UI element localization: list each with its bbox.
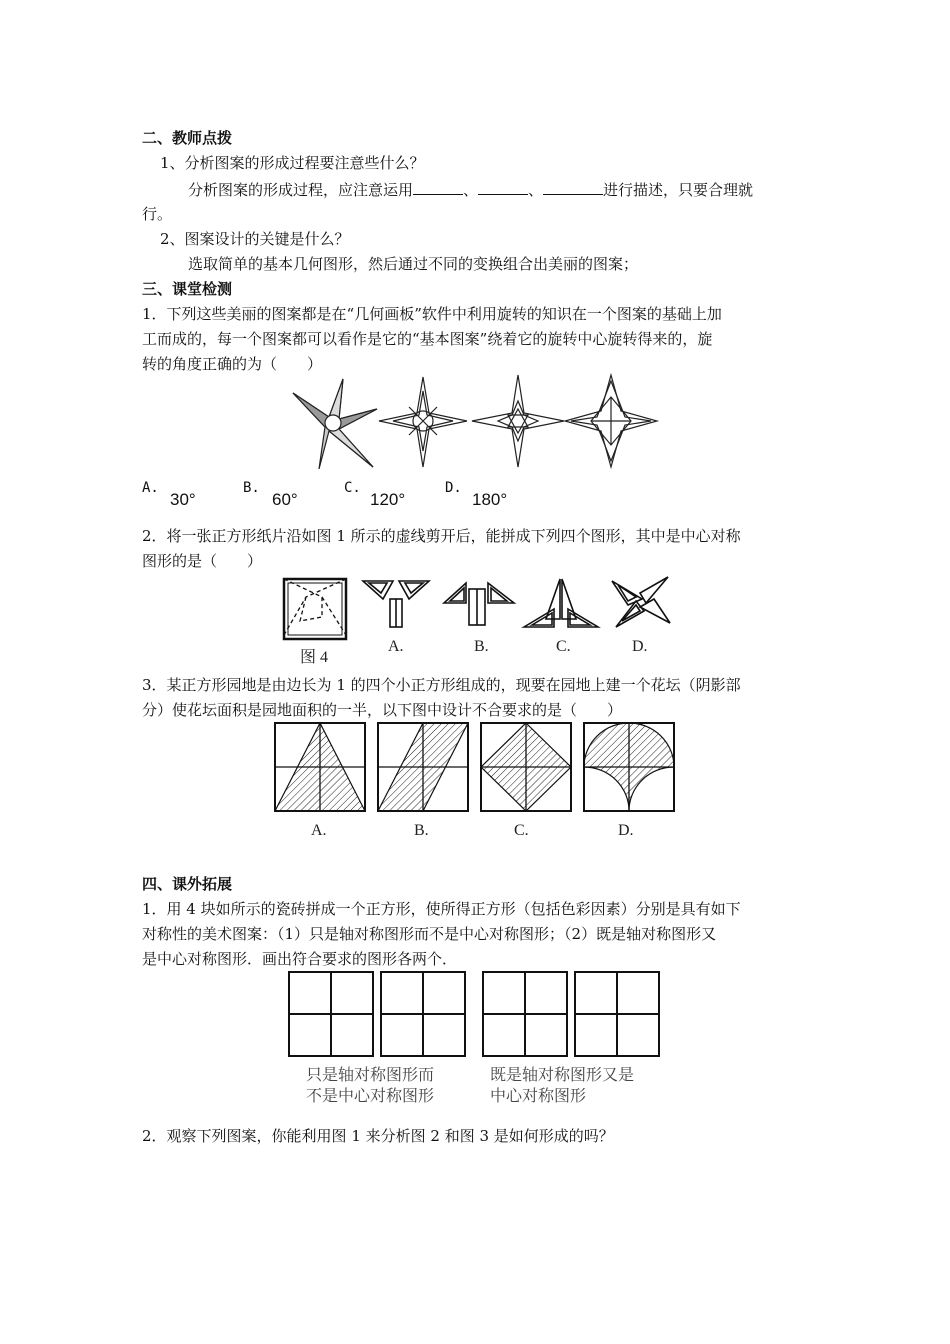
rotation-star-figures: [288, 373, 660, 473]
option-b-value: 60°: [272, 490, 298, 509]
question-1: 1、分析图案的形成过程要注意些什么？: [160, 154, 425, 172]
option-a-letter: A.: [142, 480, 159, 496]
grid-4: [575, 972, 659, 1056]
empty-tile-grids: [286, 968, 662, 1060]
extension-1-line-3: 是中心对称图形．画出符合要求的图形各两个．: [142, 950, 458, 968]
answer-1-text: 分析图案的形成过程，应注意运用: [188, 181, 414, 199]
separator: 、: [528, 181, 544, 199]
garden-option-b: [378, 723, 468, 811]
extension-2: 2．观察下列图案，你能利用图 1 来分析图 2 和图 3 是如何形成的吗？: [142, 1127, 614, 1145]
answer-1: [188, 178, 753, 200]
shape-label-d: D.: [632, 638, 648, 655]
star-figure-b: [379, 377, 467, 467]
grid-3: [483, 972, 567, 1056]
garden-design-figures: [272, 720, 680, 816]
garden-option-a: [275, 723, 365, 811]
cut-square-figures: [278, 575, 673, 645]
grid-caption-left-2: 不是中心对称图形: [306, 1086, 435, 1105]
grid-1: [289, 972, 373, 1056]
problem-2-line-2: 图形的是（ ）: [142, 552, 263, 570]
problem-3-line-1: 3．某正方形园地是由边长为 1 的四个小正方形组成的，现要在园地上建一个花坛（阴影部: [142, 676, 741, 694]
option-b-letter: B.: [243, 480, 260, 496]
garden-label-b: B.: [414, 822, 429, 839]
answer-2: 选取简单的基本几何图形，然后通过不同的变换组合出美丽的图案；: [188, 255, 639, 273]
answer-1-tail: 行。: [142, 205, 173, 223]
answer-1-text-end: 进行描述，只要合理就: [603, 181, 754, 199]
star-figure-a: [293, 379, 377, 469]
grid-caption-right-1: 既是轴对称图形又是: [490, 1065, 635, 1084]
problem-3-line-2: 分）使花坛面积是园地面积的一半，以下图中设计不合要求的是（ ）: [142, 701, 623, 719]
garden-label-d: D.: [618, 822, 634, 839]
section-heading-3: 三、课堂检测: [142, 280, 233, 298]
shape-label-c: C.: [556, 638, 571, 655]
star-figure-c: [472, 375, 564, 467]
garden-option-c: [481, 723, 571, 811]
shape-option-a: [363, 581, 429, 627]
problem-1-line-3: 转的角度正确的为（ ）: [142, 355, 323, 373]
garden-label-a: A.: [311, 822, 327, 839]
blank-1[interactable]: [413, 178, 463, 195]
star-figure-d: [565, 375, 657, 467]
garden-label-c: C.: [514, 822, 529, 839]
option-c-letter: C.: [344, 480, 361, 496]
separator: 、: [463, 181, 479, 199]
option-a-value: 30°: [170, 490, 196, 509]
extension-1-line-1: 1．用 4 块如所示的瓷砖拼成一个正方形，使所得正方形（包括色彩因素）分别是具有如下: [142, 900, 741, 918]
blank-3[interactable]: [543, 178, 603, 195]
problem-1-line-2: 工而成的，每一个图案都可以看作是它的“基本图案”绕着它的旋转中心旋转得来的，旋: [142, 330, 713, 348]
problem-2-line-1: 2．将一张正方形纸片沿如图 1 所示的虚线剪开后，能拼成下列四个图形，其中是中心对称: [142, 527, 741, 545]
extension-1-line-2: 对称性的美术图案：（1）只是轴对称图形而不是中心对称图形；（2）既是轴对称图形又: [142, 925, 717, 943]
grid-caption-left-1: 只是轴对称图形而: [306, 1065, 435, 1084]
section-heading-4: 四、课外拓展: [142, 875, 233, 893]
problem-1-line-1: 1．下列这些美丽的图案都是在“几何画板”软件中利用旋转的知识在一个图案的基础上加: [142, 305, 722, 323]
figure-caption: 图 4: [300, 649, 329, 666]
shape-label-a: A.: [388, 638, 404, 655]
option-d-letter: D.: [445, 480, 462, 496]
square-with-dashed-cuts: [284, 579, 346, 639]
question-2: 2、图案设计的关键是什么？: [160, 230, 350, 248]
option-c-value: 120°: [370, 490, 406, 509]
section-heading-2: 二、教师点拨: [142, 129, 233, 147]
blank-2[interactable]: [478, 178, 528, 195]
option-d-value: 180°: [472, 490, 508, 509]
shape-option-c: [524, 579, 598, 627]
shape-option-d: [612, 577, 670, 627]
grid-caption-right-2: 中心对称图形: [490, 1086, 587, 1105]
shape-label-b: B.: [474, 638, 489, 655]
grid-2: [381, 972, 465, 1056]
garden-option-d: [584, 723, 674, 811]
shape-option-b: [444, 583, 514, 625]
